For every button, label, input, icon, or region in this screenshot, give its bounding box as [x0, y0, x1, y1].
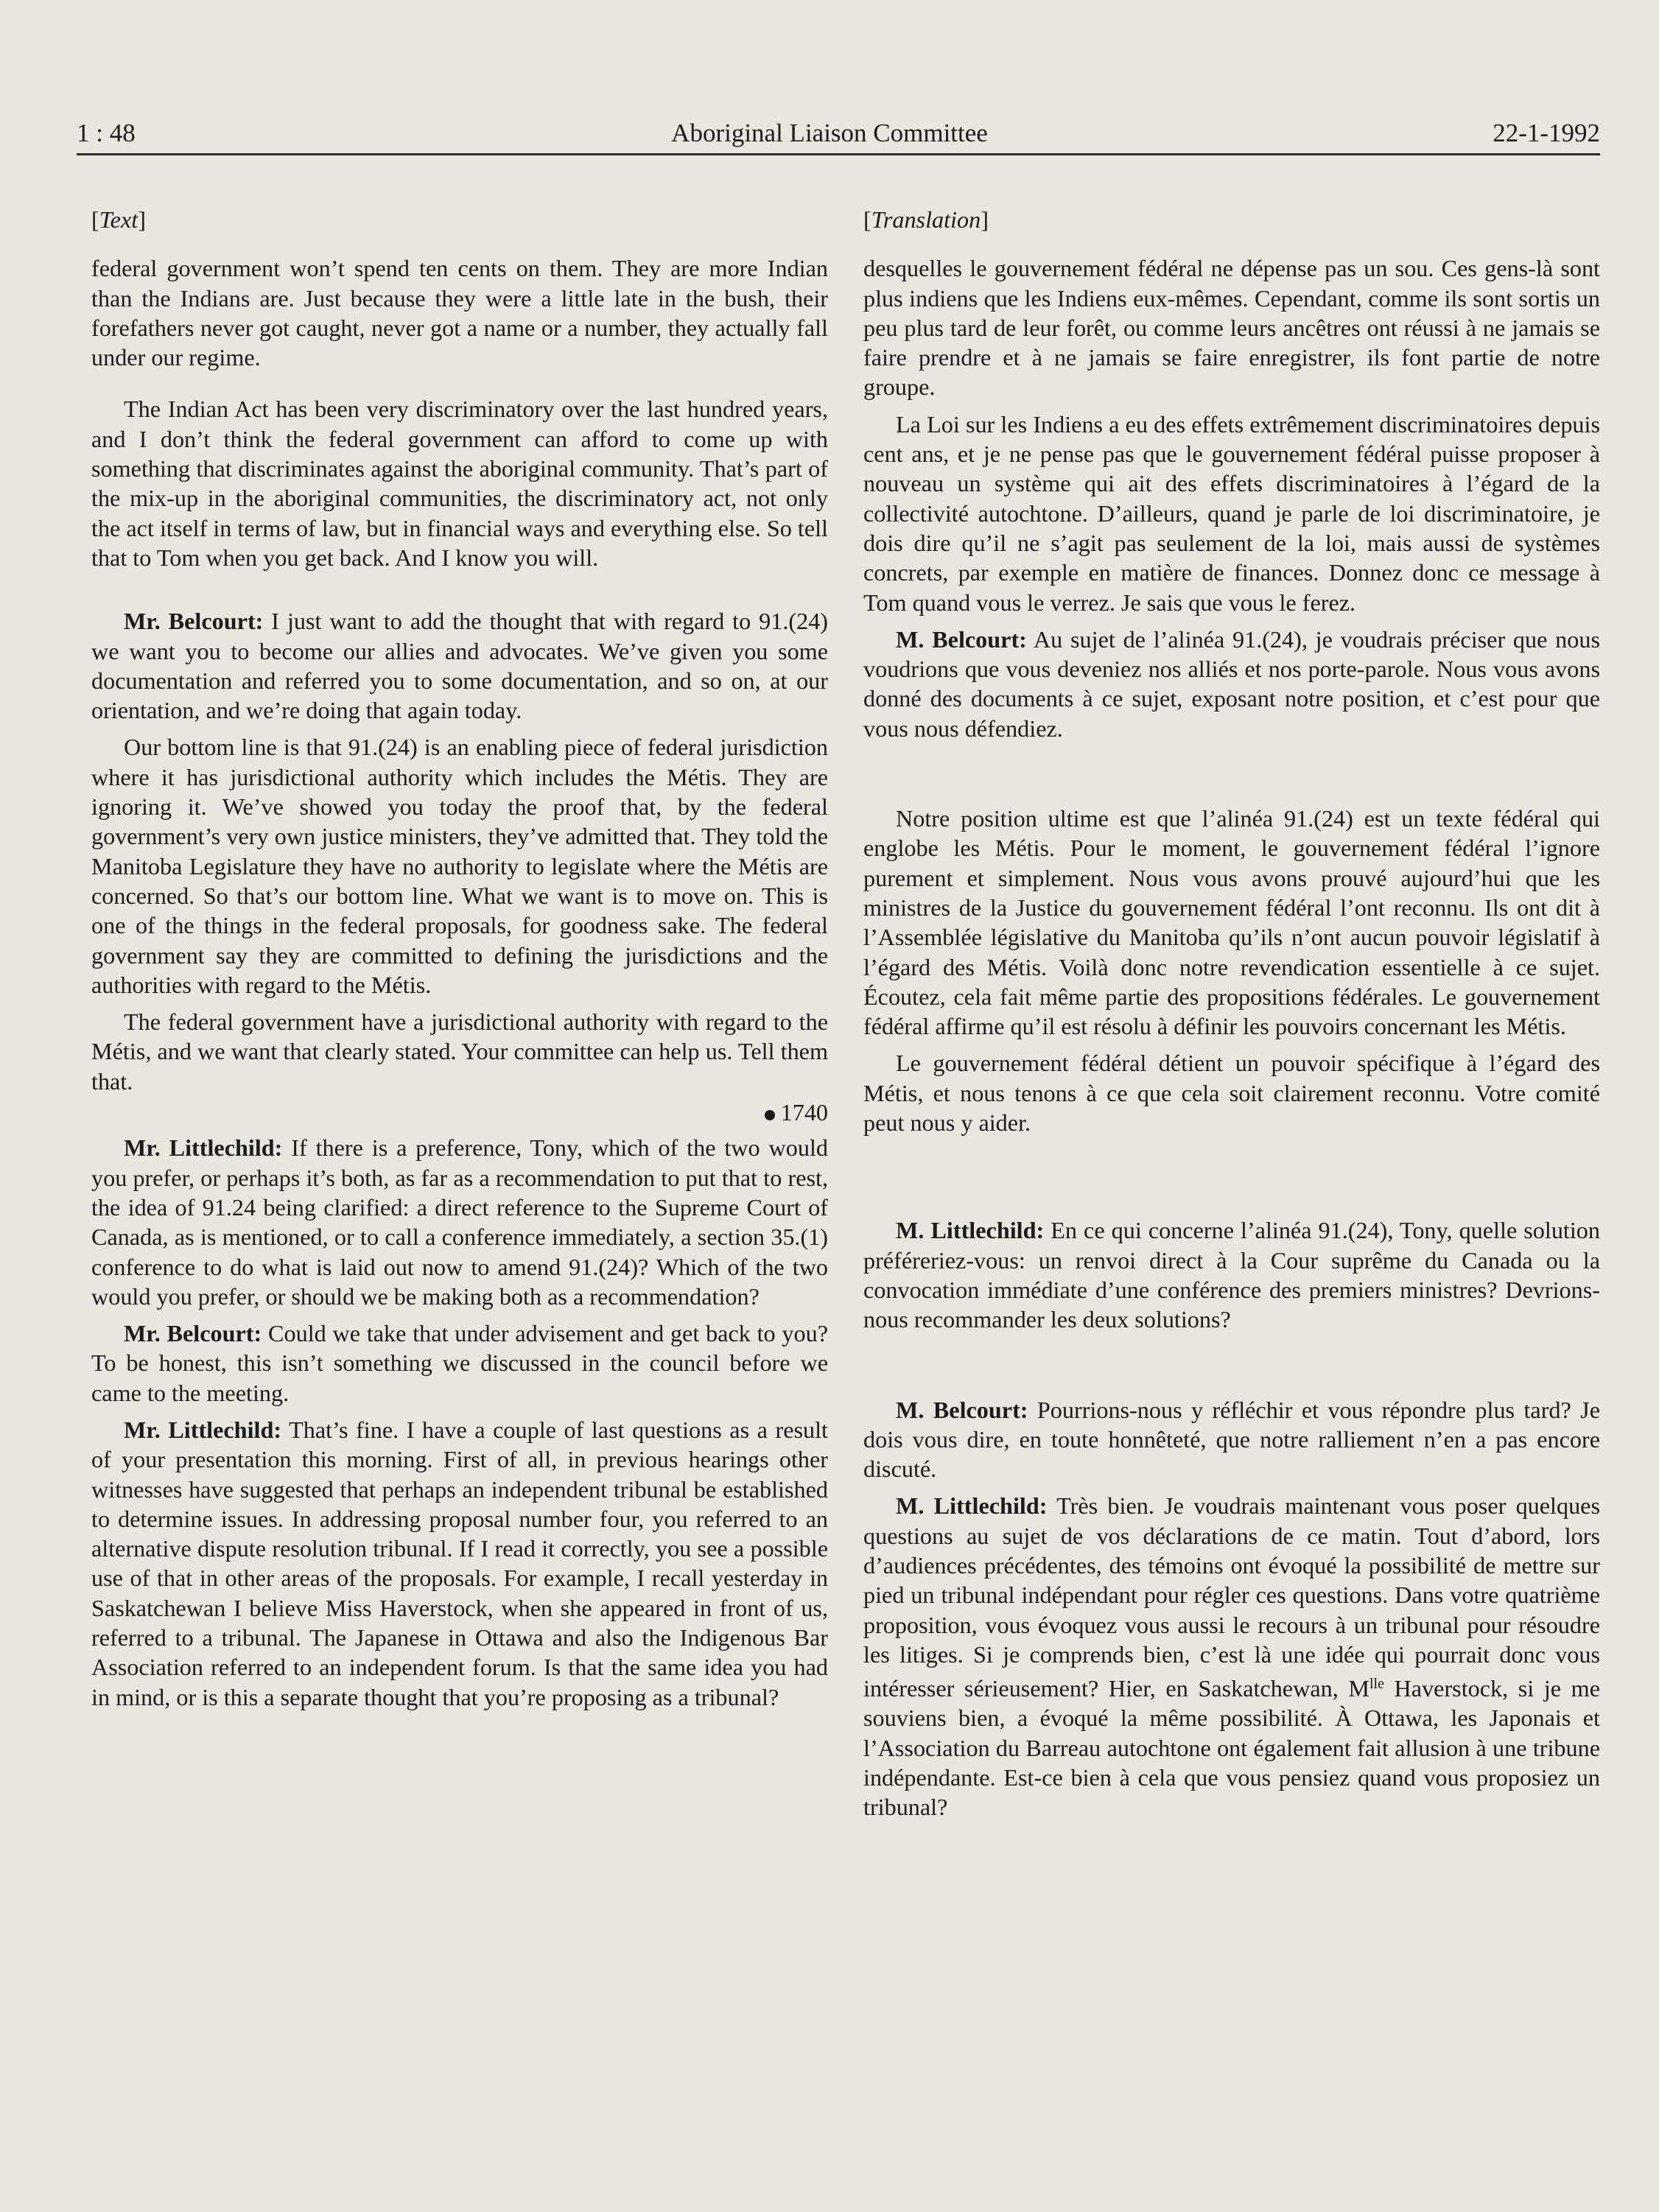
- column-heading-text: [Text]: [91, 206, 146, 233]
- header-rule: [77, 153, 1600, 155]
- paragraph: Notre position ultime est que l’alinéa 91.(24) est un texte fédéral qui englobe les Métis. Pour le moment, le gouvernement fédéral l’ignore purement et simplement. Nous vous avons prouvé aujourd’hui que les ministres de la Justice du gouvernement fédéral l’ont reconnu. Ils ont dit à l’Assemblée législative du Manitoba qu’ils n’ont aucun pouvoir législatif à l’égard des Métis. Voilà donc notre revendication essentielle à ce sujet. Écoutez, cela fait même partie des propositions fédérales. Le gouvernement fédéral affirme qu’il est résolu à définir les pouvoirs concernant les Métis.: [863, 805, 1600, 1040]
- speech-paragraph: M. Belcourt: Au sujet de l’alinéa 91.(24), je voudrais préciser que nous voudrions que vous deveniez nos alliés et nos porte-parole. Nous vous avons donné des documents à ce sujet, exposant notre position, et c’est pour que vous nous défendiez.: [863, 625, 1600, 742]
- paragraph: The federal government have a jurisdictional authority with regard to the Métis, and we want that clearly stated. Your committee can help us. Tell them that.: [91, 1008, 828, 1095]
- speaker-name: M. Littlechild:: [896, 1492, 1048, 1520]
- speaker-name: M. Littlechild:: [896, 1217, 1045, 1244]
- speaker-name: Mr. Littlechild:: [124, 1134, 283, 1162]
- paragraph: La Loi sur les Indiens a eu des effets extrêmement discriminatoires depuis cent ans, et je ne pense pas que le gouvernement fédéral puisse proposer à nouveau un système qui ait des effets discriminatoires à l’égard de la collectivité autochtone. D’ailleurs, quand je parle de loi discriminatoire, je dois dire qu’il ne s’agit pas seulement de la loi, mais aussi de systèmes concrets, par exemple en matière de finances. Donnez donc ce message à Tom quand vous le verrez. Je sais que vous le ferez.: [863, 410, 1600, 616]
- speaker-name: M. Belcourt:: [896, 1396, 1028, 1423]
- speech-paragraph: Mr. Littlechild: If there is a preference, Tony, which of the two would you prefer, or perhaps it’s both, as far as a recommendation to put that to rest, the idea of 91.24 being clarified: a direct reference to the Supreme Court of Canada, as is mentioned, or to call a conference immediately, a section 35.(1) conference to do what is laid out now to amend 91.(24)? Which of the two would you prefer, or should we be making both as a recommendation?: [91, 1134, 828, 1310]
- french-column: [863, 205, 1600, 1822]
- speaker-name: Mr. Belcourt:: [124, 1320, 262, 1347]
- speech-paragraph: Mr. Belcourt: Could we take that under advisement and get back to you? To be honest, this isn’t something we discussed in the council before we came to the meeting.: [91, 1320, 828, 1406]
- speech-paragraph: M. Belcourt: Pourrions-nous y réfléchir et vous répondre plus tard? Je dois vous dire, en toute honnêteté, que notre ralliement n’en a pas encore discuté.: [863, 1396, 1600, 1483]
- paragraph: Le gouvernement fédéral détient un pouvoir spécifique à l’égard des Métis, et nous tenons à ce que cela soit clairement reconnu. Votre comité peut nous y aider.: [863, 1050, 1600, 1137]
- speaker-name: M. Belcourt:: [896, 625, 1027, 653]
- speech-paragraph: Mr. Littlechild: That’s fine. I have a couple of last questions as a result of your presentation this morning. First of all, in previous hearings other witnesses have suggested that perhaps an independent tribunal be established to determine issues. In addressing proposal number four, you referred to an alternative dispute resolution tribunal. If I read it correctly, you see a possible use of that in other areas of the proposals. For example, I recall yesterday in Saskatchewan I believe Miss Haverstock, when she appeared in front of us, referred to a tribunal. The Japanese in Ottawa and also the Indigenous Bar Association referred to an independent forum. Is that the same idea you had in mind, or is this a separate thought that you’re proposing as a tribunal?: [91, 1416, 828, 1710]
- committee-title: Aboriginal Liaison Committee: [671, 119, 988, 147]
- speech-paragraph: Mr. Belcourt: I just want to add the thought that with regard to 91.(24) we want you to become our allies and advocates. We’ve given you some documentation and referred you to some documentation, and so on, at our orientation, and we’re doing that again today.: [91, 608, 829, 724]
- speaker-name: Mr. Littlechild:: [124, 1416, 282, 1443]
- paragraph: desquelles le gouvernement fédéral ne dépense pas un sou. Ces gens-là sont plus indiens que les Indiens eux-mêmes. Cependant, comme ils sont sortis un peu plus tard de leur forêt, ou comme leurs ancêtres ont réussi à ne jamais se faire prendre et à ne jamais se faire enregistrer, ils font partie de notre groupe.: [863, 255, 1600, 401]
- speech-paragraph: M. Littlechild: Très bien. Je voudrais maintenant vous poser quelques questions au sujet de vos déclarations de ce matin. Tout d’abord, lors d’audiences précédentes, des témoins ont évoqué la possibilité de mettre sur pied un tribunal indépendant pour régler ces questions. Dans votre quatrième proposition, vous évoquez vous aussi le recours à un tribunal pour résoudre les litiges. Si je comprends bien, c’est là une idée qui pourrait donc vous intéresser sérieusement? Hier, en Saskatchewan, $M^{lle}$ Haverstock, si je me souviens bien, a évoqué la même possibilité. À Ottawa, les Japonais et l’Association du Barreau autochtone ont également fait allusion à une tribune indépendante. Est-ce bien à cela que vous pensiez quand vous proposiez un tribunal?: [863, 1492, 1601, 1821]
- column-heading-translation: [Translation]: [863, 206, 989, 233]
- paragraph: Our bottom line is that 91.(24) is an enabling piece of federal jurisdiction where it has jurisdictional authority which includes the Métis. They are ignoring it. We’ve showed you today the proof that, by the federal government’s very own justice ministers, they’ve admitted that. They told the Manitoba Legislature they have no authority to legislate where the Métis are concerned. So that’s our bottom line. What we want is to move on. This is one of the things in the federal proposals, for goodness sake. The federal government say they are committed to defining the jurisdictions and the authorities with regard to the Métis.: [91, 734, 828, 998]
- page-date: 22-1-1992: [1493, 119, 1600, 147]
- paragraph: federal government won’t spend ten cents on them. They are more Indian than the Indians are. Just because they were a little late in the bush, their forefathers never got caught, never got a name or a number, they actually fall under our regime.: [91, 255, 828, 371]
- speech-paragraph: M. Littlechild: En ce qui concerne l’alinéa 91.(24), Tony, quelle solution préféreriez-vous: un renvoi direct à la Cour suprême du Canada ou la convocation immédiate d’une conférence des premiers ministres? Devrions-nous recommander les deux solutions?: [863, 1217, 1600, 1333]
- time-marker: 1740: [91, 1098, 828, 1127]
- paragraph: The Indian Act has been very discriminatory over the last hundred years, and I don’t think the federal government can afford to come up with something that discriminates against the aboriginal community. That’s part of the mix-up in the aboriginal communities, the discriminatory act, not only the act itself in terms of law, but in financial ways and everything else. So tell that to Tom when you get back. And I know you will.: [91, 396, 828, 571]
- english-column: [91, 205, 828, 1712]
- bullet-icon: [765, 1110, 775, 1120]
- page-number: 1 : 48: [77, 119, 136, 147]
- speaker-name: Mr. Belcourt:: [124, 608, 264, 635]
